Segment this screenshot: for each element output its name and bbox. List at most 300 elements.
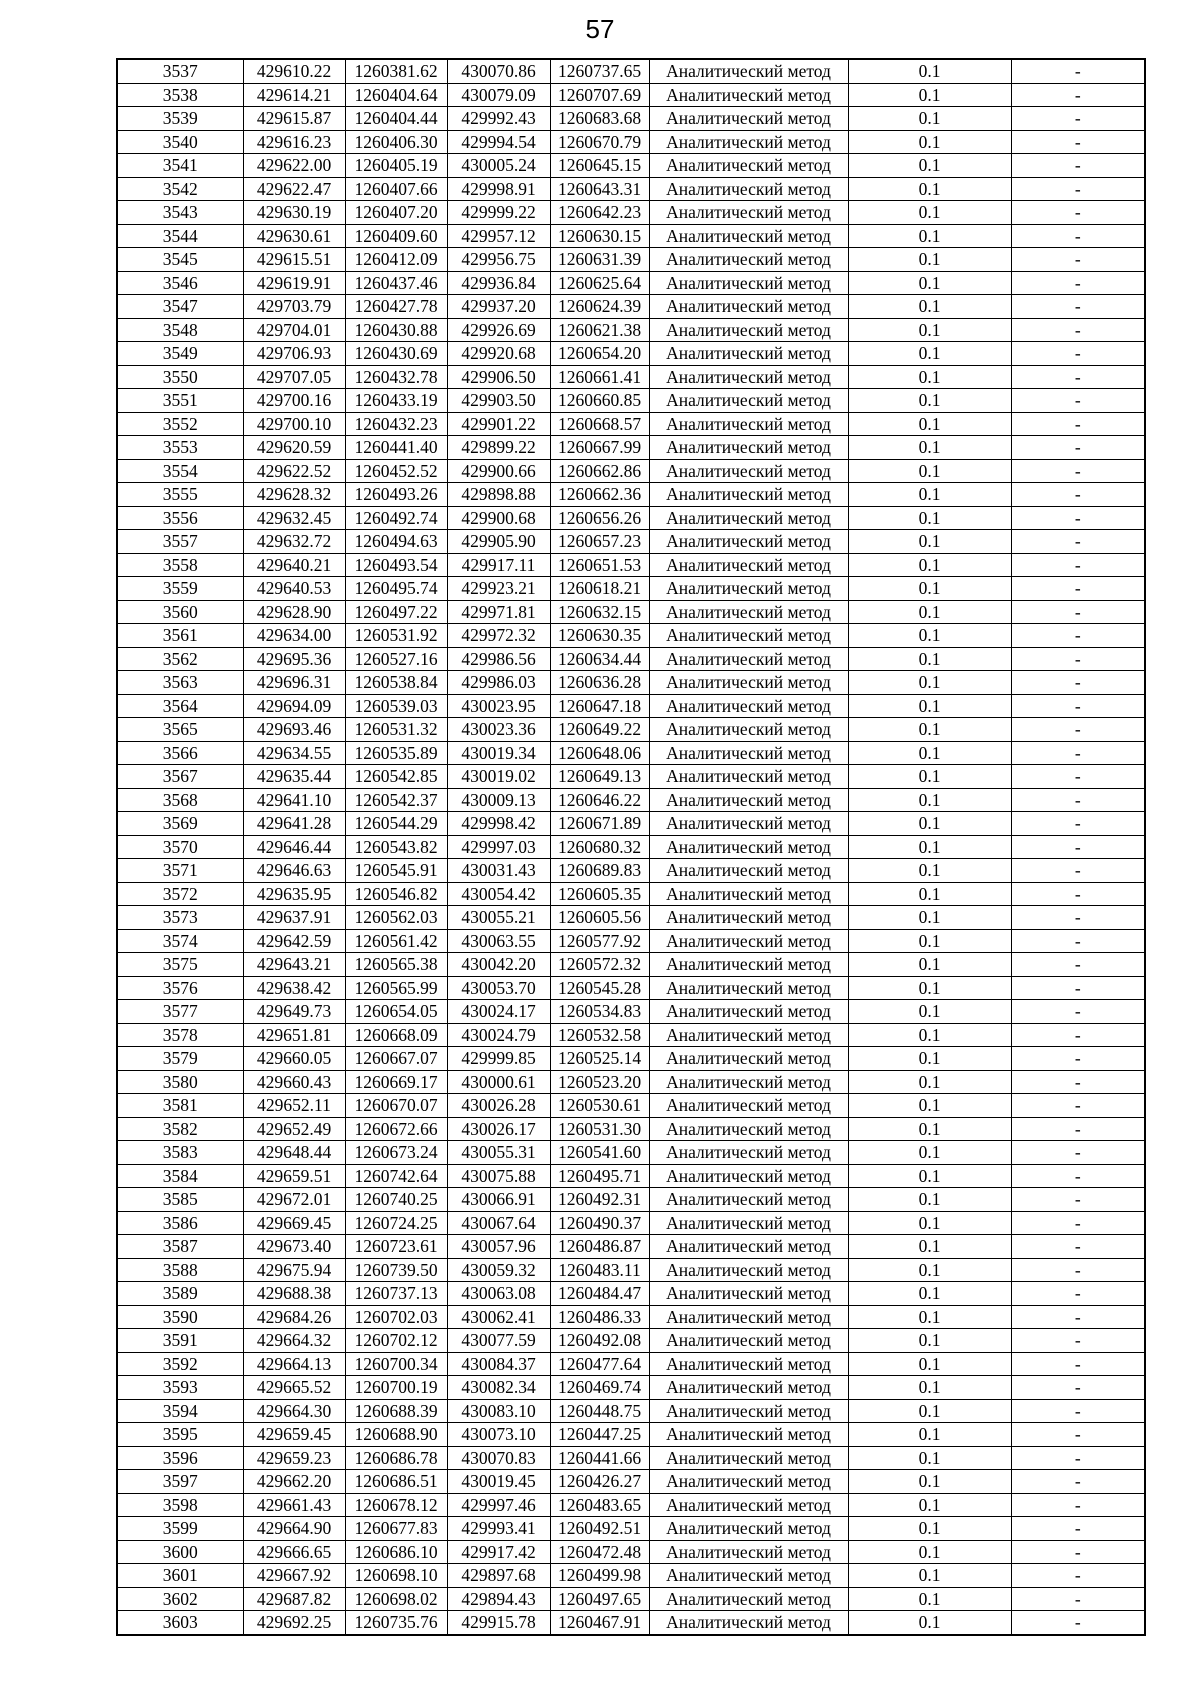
point-number-cell: 3572 bbox=[117, 882, 243, 906]
x1-cell: 429642.59 bbox=[243, 929, 345, 953]
table-row bbox=[117, 1047, 1145, 1071]
x1-cell: 429659.45 bbox=[243, 1423, 345, 1447]
accuracy-cell: 0.1 bbox=[848, 953, 1011, 977]
x1-cell: 429664.30 bbox=[243, 1399, 345, 1423]
table-row bbox=[117, 1258, 1145, 1282]
table-row bbox=[117, 577, 1145, 601]
method-cell: Аналитический метод bbox=[649, 83, 848, 107]
note-cell: - bbox=[1011, 835, 1145, 859]
x2-cell: 429997.03 bbox=[447, 835, 550, 859]
y1-cell: 1260740.25 bbox=[345, 1188, 447, 1212]
method-cell: Аналитический метод bbox=[649, 788, 848, 812]
point-number-cell: 3593 bbox=[117, 1376, 243, 1400]
method-cell: Аналитический метод bbox=[649, 389, 848, 413]
y1-cell: 1260433.19 bbox=[345, 389, 447, 413]
method-cell: Аналитический метод bbox=[649, 1470, 848, 1494]
method-cell: Аналитический метод bbox=[649, 1188, 848, 1212]
y1-cell: 1260561.42 bbox=[345, 929, 447, 953]
accuracy-cell: 0.1 bbox=[848, 1517, 1011, 1541]
method-cell: Аналитический метод bbox=[649, 1376, 848, 1400]
note-cell: - bbox=[1011, 1047, 1145, 1071]
note-cell: - bbox=[1011, 365, 1145, 389]
note-cell: - bbox=[1011, 1094, 1145, 1118]
table-row bbox=[117, 1305, 1145, 1329]
method-cell: Аналитический метод bbox=[649, 1352, 848, 1376]
y1-cell: 1260686.10 bbox=[345, 1540, 447, 1564]
point-number-cell: 3600 bbox=[117, 1540, 243, 1564]
method-cell: Аналитический метод bbox=[649, 1399, 848, 1423]
y2-cell: 1260630.35 bbox=[550, 624, 649, 648]
table-row bbox=[117, 906, 1145, 930]
y2-cell: 1260618.21 bbox=[550, 577, 649, 601]
note-cell: - bbox=[1011, 1141, 1145, 1165]
note-cell: - bbox=[1011, 1305, 1145, 1329]
y2-cell: 1260648.06 bbox=[550, 741, 649, 765]
method-cell: Аналитический метод bbox=[649, 694, 848, 718]
x1-cell: 429693.46 bbox=[243, 718, 345, 742]
y2-cell: 1260492.08 bbox=[550, 1329, 649, 1353]
method-cell: Аналитический метод bbox=[649, 1235, 848, 1259]
accuracy-cell: 0.1 bbox=[848, 1352, 1011, 1376]
x2-cell: 429986.03 bbox=[447, 671, 550, 695]
note-cell: - bbox=[1011, 788, 1145, 812]
x2-cell: 429972.32 bbox=[447, 624, 550, 648]
method-cell: Аналитический метод bbox=[649, 506, 848, 530]
method-cell: Аналитический метод bbox=[649, 1094, 848, 1118]
accuracy-cell: 0.1 bbox=[848, 812, 1011, 836]
point-number-cell: 3603 bbox=[117, 1611, 243, 1635]
y2-cell: 1260525.14 bbox=[550, 1047, 649, 1071]
method-cell: Аналитический метод bbox=[649, 1047, 848, 1071]
method-cell: Аналитический метод bbox=[649, 1423, 848, 1447]
x2-cell: 430070.83 bbox=[447, 1446, 550, 1470]
y2-cell: 1260605.56 bbox=[550, 906, 649, 930]
x2-cell: 430026.28 bbox=[447, 1094, 550, 1118]
accuracy-cell: 0.1 bbox=[848, 553, 1011, 577]
y2-cell: 1260657.23 bbox=[550, 530, 649, 554]
point-number-cell: 3551 bbox=[117, 389, 243, 413]
y2-cell: 1260477.64 bbox=[550, 1352, 649, 1376]
x2-cell: 429905.90 bbox=[447, 530, 550, 554]
x1-cell: 429635.44 bbox=[243, 765, 345, 789]
note-cell: - bbox=[1011, 154, 1145, 178]
note-cell: - bbox=[1011, 1282, 1145, 1306]
page-number: 57 bbox=[585, 14, 615, 44]
y1-cell: 1260409.60 bbox=[345, 224, 447, 248]
accuracy-cell: 0.1 bbox=[848, 530, 1011, 554]
y1-cell: 1260702.12 bbox=[345, 1329, 447, 1353]
x1-cell: 429692.25 bbox=[243, 1611, 345, 1635]
table-row bbox=[117, 59, 1145, 83]
point-number-cell: 3571 bbox=[117, 859, 243, 883]
x2-cell: 430031.43 bbox=[447, 859, 550, 883]
y1-cell: 1260539.03 bbox=[345, 694, 447, 718]
note-cell: - bbox=[1011, 459, 1145, 483]
point-number-cell: 3537 bbox=[117, 59, 243, 83]
note-cell: - bbox=[1011, 624, 1145, 648]
y1-cell: 1260407.20 bbox=[345, 201, 447, 225]
x2-cell: 430070.86 bbox=[447, 59, 550, 83]
x1-cell: 429652.49 bbox=[243, 1117, 345, 1141]
x1-cell: 429688.38 bbox=[243, 1282, 345, 1306]
accuracy-cell: 0.1 bbox=[848, 1470, 1011, 1494]
accuracy-cell: 0.1 bbox=[848, 224, 1011, 248]
accuracy-cell: 0.1 bbox=[848, 342, 1011, 366]
x2-cell: 429900.66 bbox=[447, 459, 550, 483]
accuracy-cell: 0.1 bbox=[848, 506, 1011, 530]
x1-cell: 429659.51 bbox=[243, 1164, 345, 1188]
note-cell: - bbox=[1011, 1493, 1145, 1517]
table-row bbox=[117, 1376, 1145, 1400]
table-row bbox=[117, 976, 1145, 1000]
x2-cell: 430079.09 bbox=[447, 83, 550, 107]
point-number-cell: 3595 bbox=[117, 1423, 243, 1447]
table-row bbox=[117, 436, 1145, 460]
accuracy-cell: 0.1 bbox=[848, 929, 1011, 953]
y1-cell: 1260427.78 bbox=[345, 295, 447, 319]
x2-cell: 429992.43 bbox=[447, 107, 550, 131]
point-number-cell: 3602 bbox=[117, 1587, 243, 1611]
y2-cell: 1260483.65 bbox=[550, 1493, 649, 1517]
point-number-cell: 3581 bbox=[117, 1094, 243, 1118]
method-cell: Аналитический метод bbox=[649, 1211, 848, 1235]
y2-cell: 1260467.91 bbox=[550, 1611, 649, 1635]
x2-cell: 430023.36 bbox=[447, 718, 550, 742]
x2-cell: 430084.37 bbox=[447, 1352, 550, 1376]
x1-cell: 429673.40 bbox=[243, 1235, 345, 1259]
accuracy-cell: 0.1 bbox=[848, 671, 1011, 695]
x2-cell: 429897.68 bbox=[447, 1564, 550, 1588]
method-cell: Аналитический метод bbox=[649, 107, 848, 131]
y2-cell: 1260631.39 bbox=[550, 248, 649, 272]
method-cell: Аналитический метод bbox=[649, 318, 848, 342]
table-row bbox=[117, 1188, 1145, 1212]
x1-cell: 429660.05 bbox=[243, 1047, 345, 1071]
table-row bbox=[117, 271, 1145, 295]
x1-cell: 429643.21 bbox=[243, 953, 345, 977]
x2-cell: 429937.20 bbox=[447, 295, 550, 319]
method-cell: Аналитический метод bbox=[649, 130, 848, 154]
note-cell: - bbox=[1011, 1376, 1145, 1400]
x2-cell: 429999.85 bbox=[447, 1047, 550, 1071]
method-cell: Аналитический метод bbox=[649, 1305, 848, 1329]
point-number-cell: 3588 bbox=[117, 1258, 243, 1282]
table-row bbox=[117, 1141, 1145, 1165]
y1-cell: 1260669.17 bbox=[345, 1070, 447, 1094]
table-row bbox=[117, 882, 1145, 906]
accuracy-cell: 0.1 bbox=[848, 1023, 1011, 1047]
point-number-cell: 3547 bbox=[117, 295, 243, 319]
table-row bbox=[117, 1023, 1145, 1047]
accuracy-cell: 0.1 bbox=[848, 765, 1011, 789]
point-number-cell: 3566 bbox=[117, 741, 243, 765]
method-cell: Аналитический метод bbox=[649, 201, 848, 225]
x2-cell: 430059.32 bbox=[447, 1258, 550, 1282]
x1-cell: 429700.16 bbox=[243, 389, 345, 413]
point-number-cell: 3601 bbox=[117, 1564, 243, 1588]
point-number-cell: 3569 bbox=[117, 812, 243, 836]
x2-cell: 430026.17 bbox=[447, 1117, 550, 1141]
table-row bbox=[117, 1282, 1145, 1306]
y2-cell: 1260492.31 bbox=[550, 1188, 649, 1212]
method-cell: Аналитический метод bbox=[649, 248, 848, 272]
table-row bbox=[117, 1446, 1145, 1470]
note-cell: - bbox=[1011, 318, 1145, 342]
table-row bbox=[117, 483, 1145, 507]
note-cell: - bbox=[1011, 1399, 1145, 1423]
table-row bbox=[117, 765, 1145, 789]
method-cell: Аналитический метод bbox=[649, 1446, 848, 1470]
x1-cell: 429696.31 bbox=[243, 671, 345, 695]
y2-cell: 1260667.99 bbox=[550, 436, 649, 460]
table-row bbox=[117, 600, 1145, 624]
x2-cell: 429971.81 bbox=[447, 600, 550, 624]
table-row bbox=[117, 1493, 1145, 1517]
note-cell: - bbox=[1011, 671, 1145, 695]
accuracy-cell: 0.1 bbox=[848, 1235, 1011, 1259]
y1-cell: 1260546.82 bbox=[345, 882, 447, 906]
x1-cell: 429687.82 bbox=[243, 1587, 345, 1611]
note-cell: - bbox=[1011, 859, 1145, 883]
table-row bbox=[117, 929, 1145, 953]
method-cell: Аналитический метод bbox=[649, 600, 848, 624]
y1-cell: 1260735.76 bbox=[345, 1611, 447, 1635]
x2-cell: 429997.46 bbox=[447, 1493, 550, 1517]
method-cell: Аналитический метод bbox=[649, 671, 848, 695]
note-cell: - bbox=[1011, 1564, 1145, 1588]
y2-cell: 1260447.25 bbox=[550, 1423, 649, 1447]
x2-cell: 430057.96 bbox=[447, 1235, 550, 1259]
x2-cell: 430073.10 bbox=[447, 1423, 550, 1447]
table-row bbox=[117, 718, 1145, 742]
point-number-cell: 3587 bbox=[117, 1235, 243, 1259]
note-cell: - bbox=[1011, 553, 1145, 577]
note-cell: - bbox=[1011, 1070, 1145, 1094]
accuracy-cell: 0.1 bbox=[848, 1188, 1011, 1212]
accuracy-cell: 0.1 bbox=[848, 1376, 1011, 1400]
note-cell: - bbox=[1011, 1164, 1145, 1188]
table-row bbox=[117, 1211, 1145, 1235]
note-cell: - bbox=[1011, 1235, 1145, 1259]
point-number-cell: 3586 bbox=[117, 1211, 243, 1235]
method-cell: Аналитический метод bbox=[649, 1117, 848, 1141]
table-row bbox=[117, 318, 1145, 342]
y2-cell: 1260577.92 bbox=[550, 929, 649, 953]
point-number-cell: 3584 bbox=[117, 1164, 243, 1188]
note-cell: - bbox=[1011, 59, 1145, 83]
y2-cell: 1260645.15 bbox=[550, 154, 649, 178]
x2-cell: 429936.84 bbox=[447, 271, 550, 295]
table-row bbox=[117, 1423, 1145, 1447]
y1-cell: 1260406.30 bbox=[345, 130, 447, 154]
point-number-cell: 3550 bbox=[117, 365, 243, 389]
y1-cell: 1260668.09 bbox=[345, 1023, 447, 1047]
note-cell: - bbox=[1011, 530, 1145, 554]
y1-cell: 1260527.16 bbox=[345, 647, 447, 671]
point-number-cell: 3585 bbox=[117, 1188, 243, 1212]
method-cell: Аналитический метод bbox=[649, 1282, 848, 1306]
note-cell: - bbox=[1011, 577, 1145, 601]
y1-cell: 1260702.03 bbox=[345, 1305, 447, 1329]
accuracy-cell: 0.1 bbox=[848, 577, 1011, 601]
accuracy-cell: 0.1 bbox=[848, 906, 1011, 930]
y2-cell: 1260499.98 bbox=[550, 1564, 649, 1588]
table-row bbox=[117, 788, 1145, 812]
x1-cell: 429615.87 bbox=[243, 107, 345, 131]
x1-cell: 429646.63 bbox=[243, 859, 345, 883]
method-cell: Аналитический метод bbox=[649, 1540, 848, 1564]
y1-cell: 1260686.51 bbox=[345, 1470, 447, 1494]
table-row bbox=[117, 1611, 1145, 1635]
note-cell: - bbox=[1011, 1117, 1145, 1141]
y1-cell: 1260430.69 bbox=[345, 342, 447, 366]
table-row bbox=[117, 1164, 1145, 1188]
y2-cell: 1260469.74 bbox=[550, 1376, 649, 1400]
y2-cell: 1260646.22 bbox=[550, 788, 649, 812]
point-number-cell: 3561 bbox=[117, 624, 243, 648]
y2-cell: 1260680.32 bbox=[550, 835, 649, 859]
method-cell: Аналитический метод bbox=[649, 835, 848, 859]
x2-cell: 429901.22 bbox=[447, 412, 550, 436]
method-cell: Аналитический метод bbox=[649, 483, 848, 507]
y1-cell: 1260538.84 bbox=[345, 671, 447, 695]
x2-cell: 429920.68 bbox=[447, 342, 550, 366]
y2-cell: 1260671.89 bbox=[550, 812, 649, 836]
accuracy-cell: 0.1 bbox=[848, 1000, 1011, 1024]
table-row bbox=[117, 953, 1145, 977]
y1-cell: 1260432.78 bbox=[345, 365, 447, 389]
method-cell: Аналитический метод bbox=[649, 1023, 848, 1047]
note-cell: - bbox=[1011, 1352, 1145, 1376]
x1-cell: 429632.72 bbox=[243, 530, 345, 554]
x1-cell: 429620.59 bbox=[243, 436, 345, 460]
x1-cell: 429622.00 bbox=[243, 154, 345, 178]
accuracy-cell: 0.1 bbox=[848, 647, 1011, 671]
table-row bbox=[117, 154, 1145, 178]
y2-cell: 1260523.20 bbox=[550, 1070, 649, 1094]
accuracy-cell: 0.1 bbox=[848, 1141, 1011, 1165]
x1-cell: 429619.91 bbox=[243, 271, 345, 295]
x2-cell: 430077.59 bbox=[447, 1329, 550, 1353]
x1-cell: 429614.21 bbox=[243, 83, 345, 107]
y1-cell: 1260542.37 bbox=[345, 788, 447, 812]
x1-cell: 429694.09 bbox=[243, 694, 345, 718]
table-row bbox=[117, 177, 1145, 201]
note-cell: - bbox=[1011, 1446, 1145, 1470]
accuracy-cell: 0.1 bbox=[848, 600, 1011, 624]
y2-cell: 1260483.11 bbox=[550, 1258, 649, 1282]
y1-cell: 1260686.78 bbox=[345, 1446, 447, 1470]
method-cell: Аналитический метод bbox=[649, 577, 848, 601]
note-cell: - bbox=[1011, 647, 1145, 671]
accuracy-cell: 0.1 bbox=[848, 130, 1011, 154]
x2-cell: 429999.22 bbox=[447, 201, 550, 225]
x2-cell: 430005.24 bbox=[447, 154, 550, 178]
note-cell: - bbox=[1011, 412, 1145, 436]
x2-cell: 429903.50 bbox=[447, 389, 550, 413]
method-cell: Аналитический метод bbox=[649, 1329, 848, 1353]
y2-cell: 1260654.20 bbox=[550, 342, 649, 366]
y1-cell: 1260698.10 bbox=[345, 1564, 447, 1588]
table-row bbox=[117, 624, 1145, 648]
point-number-cell: 3570 bbox=[117, 835, 243, 859]
point-number-cell: 3567 bbox=[117, 765, 243, 789]
x2-cell: 429915.78 bbox=[447, 1611, 550, 1635]
point-number-cell: 3548 bbox=[117, 318, 243, 342]
x1-cell: 429664.32 bbox=[243, 1329, 345, 1353]
y2-cell: 1260621.38 bbox=[550, 318, 649, 342]
x1-cell: 429649.73 bbox=[243, 1000, 345, 1024]
x2-cell: 429986.56 bbox=[447, 647, 550, 671]
y1-cell: 1260688.90 bbox=[345, 1423, 447, 1447]
y2-cell: 1260651.53 bbox=[550, 553, 649, 577]
point-number-cell: 3540 bbox=[117, 130, 243, 154]
table-row bbox=[117, 412, 1145, 436]
x1-cell: 429648.44 bbox=[243, 1141, 345, 1165]
method-cell: Аналитический метод bbox=[649, 1564, 848, 1588]
x1-cell: 429706.93 bbox=[243, 342, 345, 366]
point-number-cell: 3594 bbox=[117, 1399, 243, 1423]
x1-cell: 429622.47 bbox=[243, 177, 345, 201]
point-number-cell: 3553 bbox=[117, 436, 243, 460]
x1-cell: 429638.42 bbox=[243, 976, 345, 1000]
table-row bbox=[117, 83, 1145, 107]
point-number-cell: 3554 bbox=[117, 459, 243, 483]
x1-cell: 429664.90 bbox=[243, 1517, 345, 1541]
method-cell: Аналитический метод bbox=[649, 859, 848, 883]
y1-cell: 1260688.39 bbox=[345, 1399, 447, 1423]
accuracy-cell: 0.1 bbox=[848, 835, 1011, 859]
accuracy-cell: 0.1 bbox=[848, 788, 1011, 812]
table-row bbox=[117, 295, 1145, 319]
point-number-cell: 3598 bbox=[117, 1493, 243, 1517]
x2-cell: 429898.88 bbox=[447, 483, 550, 507]
x2-cell: 430054.42 bbox=[447, 882, 550, 906]
table-row bbox=[117, 647, 1145, 671]
table-row bbox=[117, 1517, 1145, 1541]
y1-cell: 1260430.88 bbox=[345, 318, 447, 342]
y2-cell: 1260530.61 bbox=[550, 1094, 649, 1118]
note-cell: - bbox=[1011, 342, 1145, 366]
y2-cell: 1260632.15 bbox=[550, 600, 649, 624]
note-cell: - bbox=[1011, 130, 1145, 154]
y2-cell: 1260647.18 bbox=[550, 694, 649, 718]
x2-cell: 429917.42 bbox=[447, 1540, 550, 1564]
y2-cell: 1260660.85 bbox=[550, 389, 649, 413]
y1-cell: 1260452.52 bbox=[345, 459, 447, 483]
point-number-cell: 3580 bbox=[117, 1070, 243, 1094]
y1-cell: 1260673.24 bbox=[345, 1141, 447, 1165]
y1-cell: 1260492.74 bbox=[345, 506, 447, 530]
y2-cell: 1260643.31 bbox=[550, 177, 649, 201]
point-number-cell: 3573 bbox=[117, 906, 243, 930]
note-cell: - bbox=[1011, 177, 1145, 201]
x2-cell: 429917.11 bbox=[447, 553, 550, 577]
y1-cell: 1260724.25 bbox=[345, 1211, 447, 1235]
table-row bbox=[117, 342, 1145, 366]
x2-cell: 429906.50 bbox=[447, 365, 550, 389]
point-number-cell: 3591 bbox=[117, 1329, 243, 1353]
note-cell: - bbox=[1011, 1023, 1145, 1047]
point-number-cell: 3582 bbox=[117, 1117, 243, 1141]
method-cell: Аналитический метод bbox=[649, 295, 848, 319]
y1-cell: 1260412.09 bbox=[345, 248, 447, 272]
accuracy-cell: 0.1 bbox=[848, 1305, 1011, 1329]
note-cell: - bbox=[1011, 600, 1145, 624]
y1-cell: 1260654.05 bbox=[345, 1000, 447, 1024]
x1-cell: 429666.65 bbox=[243, 1540, 345, 1564]
point-number-cell: 3596 bbox=[117, 1446, 243, 1470]
